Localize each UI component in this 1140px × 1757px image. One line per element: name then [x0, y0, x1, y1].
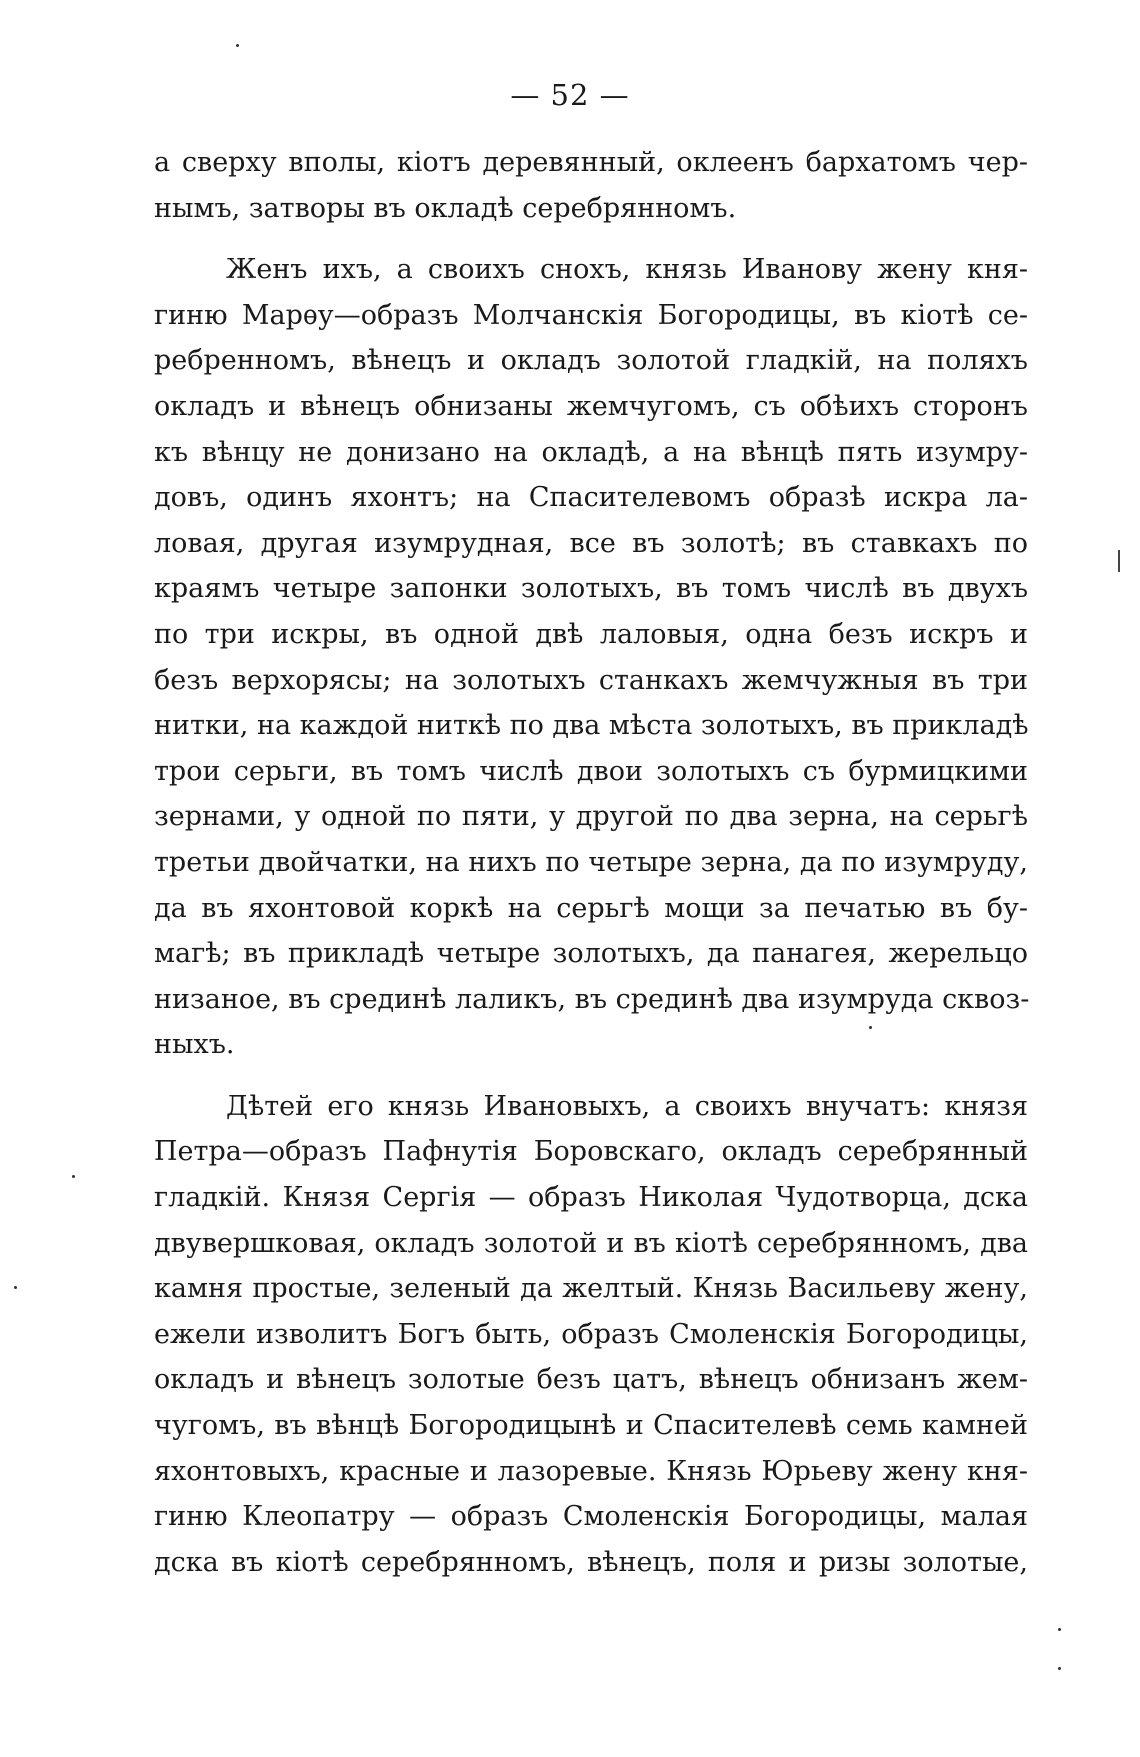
text-line: довъ, одинъ яхонтъ; на Спасителевомъ образѣ искра ла-: [154, 482, 1028, 514]
paragraph: [154, 140, 1028, 231]
text-line: да въ яхонтовой коркѣ на серьгѣ мощи за печатью въ бу-: [154, 892, 1028, 924]
text-line: краямъ четыре запонки золотыхъ, въ томъ числѣ въ двухъ: [154, 573, 1028, 605]
text-line: гладкій. Князя Сергія — образъ Николая Чудотворца, дска: [154, 1182, 1028, 1214]
text-line: магѣ; въ прикладѣ четыре золотыхъ, да панагея, жерельцо: [154, 938, 1028, 970]
text-line: Женъ ихъ, а своихъ снохъ, князь Иванову жену кня-: [226, 254, 1028, 286]
text-line: нитки, на каждой ниткѣ по два мѣста золотыхъ, въ прикладѣ: [154, 710, 1029, 742]
scan-speck: [869, 1026, 872, 1029]
scan-edge-mark: [1118, 550, 1120, 572]
text-line: безъ верхорясы; на золотыхъ станкахъ жемчужныя въ три: [154, 664, 1028, 696]
text-line: яхонтовыхъ, красные и лазоревые. Князь Юрьеву жену кня-: [154, 1455, 1028, 1487]
text-line: гиню Марѳу—образъ Молчанскія Богородицы, въ кіотѣ се-: [154, 299, 1028, 331]
text-line: ребренномъ, вѣнецъ и окладъ золотой гладкій, на поляхъ: [154, 345, 1028, 377]
scan-speck: [1058, 1628, 1061, 1631]
text-line: а сверху вполы, кіотъ деревянный, оклеенъ бархатомъ чер-: [154, 147, 1028, 178]
text-line: гиню Клеопатру — образъ Смоленскія Богородицы, малая: [154, 1501, 1028, 1533]
text-line: окладъ и вѣнецъ золотые безъ цатъ, вѣнецъ обнизанъ жем-: [154, 1364, 1028, 1396]
paragraph: [154, 247, 1028, 1068]
text-line: ловая, другая изумрудная, все въ золотѣ; въ ставкахъ по: [154, 527, 1028, 559]
text-line: къ вѣнцу не донизано на окладѣ, а на вѣнцѣ пять изумру-: [154, 436, 1028, 468]
text-line: зернами, у одной по пяти, у другой по два зерна, на серьгѣ: [154, 801, 1028, 833]
text-line: ежели изволитъ Богъ быть, образъ Смоленскія Богородицы,: [154, 1318, 1028, 1350]
text-line: нымъ, затворы въ окладѣ серебрянномъ.: [154, 192, 737, 224]
body-text: [154, 140, 1028, 1585]
text-line: окладъ и вѣнецъ обнизаны жемчугомъ, съ обѣихъ сторонъ: [154, 390, 1028, 422]
text-line: по три искры, въ одной двѣ лаловыя, одна безъ искръ и: [154, 618, 1028, 650]
text-line: ныхъ.: [154, 1029, 235, 1061]
scan-speck: [72, 1175, 75, 1178]
text-line: камня простые, зеленый да желтый. Князь Васильеву жену,: [154, 1273, 1028, 1305]
page-number: — 52 —: [510, 78, 630, 112]
text-line: низаное, въ срединѣ лаликъ, въ срединѣ два изумруда сквоз-: [154, 983, 1030, 1015]
text-line: третьи двойчатки, на нихъ по четыре зерна, да по изумруду,: [154, 846, 1028, 878]
text-line: трои серьги, въ томъ числѣ двои золотыхъ съ бурмицкими: [154, 755, 1028, 787]
paragraph: [154, 1084, 1028, 1586]
text-line: дска въ кіотѣ серебрянномъ, вѣнецъ, поля и ризы золотые,: [154, 1546, 1028, 1578]
text-line: Дѣтей его князь Ивановыхъ, а своихъ внучатъ: князя: [226, 1090, 1028, 1122]
text-line: Петра—образъ Пафнутія Боровскаго, окладъ серебрянный: [154, 1136, 1028, 1168]
scan-speck: [236, 44, 239, 47]
text-line: двувершковая, окладъ золотой и въ кіотѣ серебрянномъ, два: [154, 1227, 1028, 1259]
scan-speck: [1058, 1667, 1061, 1670]
scan-speck: [14, 1286, 17, 1289]
text-line: чугомъ, въ вѣнцѣ Богородицынѣ и Спасителевѣ семь камней: [154, 1410, 1028, 1442]
